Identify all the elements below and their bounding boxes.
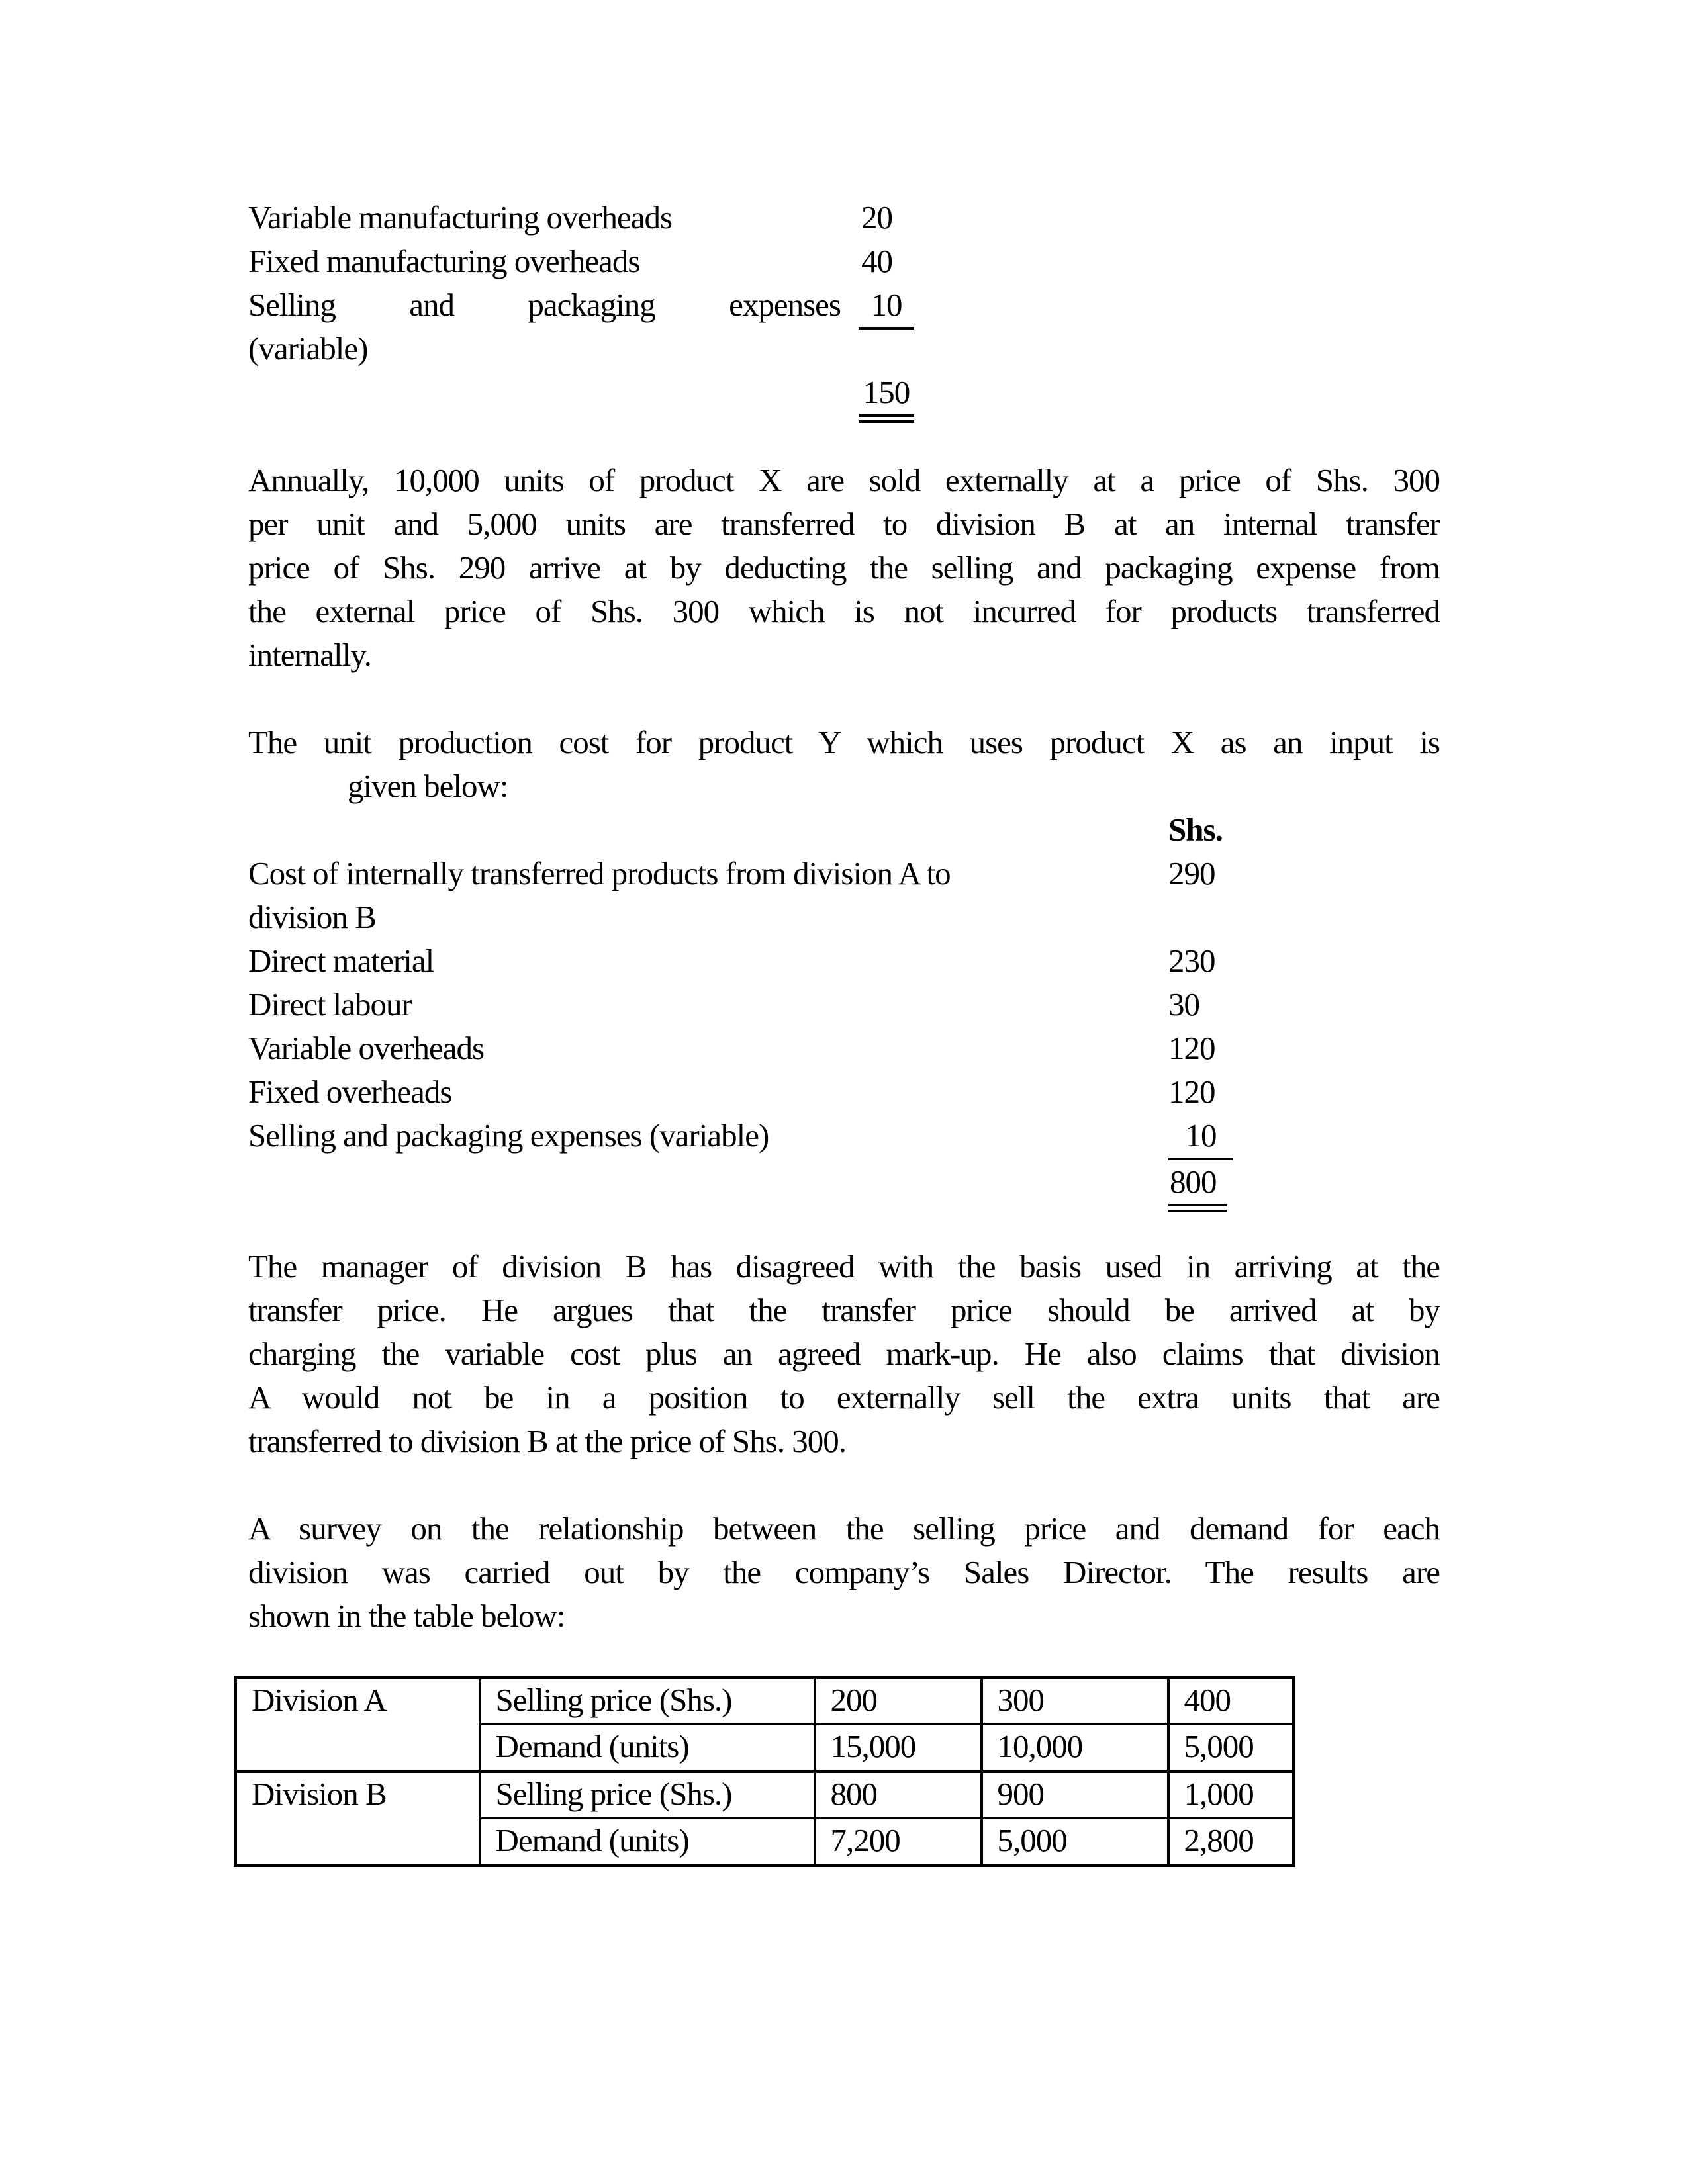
cost-list-product-y: [248, 808, 1440, 1212]
expense-label: Variable overheads: [248, 1030, 485, 1066]
total-value: 800: [1168, 1160, 1227, 1212]
expense-value-underlined: 10: [1168, 1114, 1233, 1160]
paragraph-line: internally.: [248, 637, 371, 673]
expense-row: [248, 1114, 1440, 1160]
paragraph-line: A survey on the relationship between the selling price and demand for each: [248, 1510, 1440, 1547]
expense-value: 230: [1168, 942, 1215, 979]
metric-cell: Demand (units): [480, 1725, 815, 1772]
table-row: [236, 1678, 1294, 1725]
expense-value: 290: [1168, 855, 1215, 891]
paragraph-line: shown in the table below:: [248, 1598, 565, 1634]
value-cell: 400: [1168, 1678, 1294, 1725]
expense-label: Fixed manufacturing overheads: [248, 243, 640, 279]
expense-row: [248, 939, 1440, 983]
paragraph-survey: [248, 1507, 1440, 1638]
survey-table: [234, 1676, 1295, 1867]
currency-header-row: [248, 808, 1440, 852]
paragraph-manager: [248, 1245, 1440, 1463]
expense-label: Direct labour: [248, 986, 412, 1023]
division-cell: Division B: [236, 1772, 480, 1866]
paragraph-line: A would not be in a position to externally sell the extra units that are: [248, 1379, 1440, 1416]
expense-label: Direct material: [248, 942, 434, 979]
table-row: [236, 1772, 1294, 1819]
survey-table-container: [234, 1676, 1295, 1867]
paragraph-line: the external price of Shs. 300 which is not incurred for products transferred: [248, 593, 1440, 629]
expense-label: Selling and packaging expenses (variable): [248, 1117, 769, 1154]
paragraph-line: transferred to division B at the price of Shs. 300.: [248, 1423, 846, 1459]
value-cell: 300: [982, 1678, 1168, 1725]
expense-row: [248, 852, 1440, 939]
expense-value: 30: [1168, 986, 1199, 1023]
expense-label: Variable manufacturing overheads: [248, 199, 673, 236]
expense-label: Cost of internally transferred products from division A to division B: [248, 855, 951, 935]
paragraph-unit-cost: [248, 721, 1440, 808]
expense-value: 40: [861, 243, 892, 279]
metric-cell: Demand (units): [480, 1819, 815, 1866]
cost-list-product-x: [248, 196, 1440, 423]
value-cell: 15,000: [815, 1725, 982, 1772]
paragraph-line: given below:: [348, 768, 508, 804]
expense-value: 120: [1168, 1073, 1215, 1110]
value-cell: 7,200: [815, 1819, 982, 1866]
expense-value-underlined: 10: [859, 283, 914, 330]
expense-row: [248, 1026, 1440, 1070]
expense-row: [248, 1070, 1440, 1114]
paragraph-line: division was carried out by the company’s Sales Director. The results are: [248, 1554, 1440, 1590]
value-cell: 2,800: [1168, 1819, 1294, 1866]
expense-label: Fixed overheads: [248, 1073, 452, 1110]
paragraph-line: The unit production cost for product Y which uses product X as an input is: [248, 724, 1440, 760]
value-cell: 1,000: [1168, 1772, 1294, 1819]
expense-row: [248, 240, 1440, 283]
paragraph-line: per unit and 5,000 units are transferred to division B at an internal transfer: [248, 506, 1440, 542]
value-cell: 800: [815, 1772, 982, 1819]
value-cell: 10,000: [982, 1725, 1168, 1772]
paragraph-line: price of Shs. 290 arrive at by deducting the selling and packaging expense from: [248, 549, 1440, 586]
expense-row: [248, 196, 1440, 240]
expense-value: 20: [861, 199, 892, 236]
paragraph-line: The manager of division B has disagreed with the basis used in arriving at the: [248, 1248, 1440, 1285]
expense-value: 120: [1168, 1030, 1215, 1066]
value-cell: 5,000: [982, 1819, 1168, 1866]
value-cell: 900: [982, 1772, 1168, 1819]
value-cell: 200: [815, 1678, 982, 1725]
expense-row: [248, 283, 1440, 371]
metric-cell: Selling price (Shs.): [480, 1772, 815, 1819]
paragraph-line: transfer price. He argues that the transfer price should be arrived at by: [248, 1292, 1440, 1328]
total-row: [248, 371, 1440, 423]
paragraph-line: charging the variable cost plus an agreed mark-up. He also claims that division: [248, 1336, 1440, 1372]
value-cell: 5,000: [1168, 1725, 1294, 1772]
paragraph-annually: [248, 459, 1440, 677]
metric-cell: Selling price (Shs.): [480, 1678, 815, 1725]
total-value: 150: [859, 371, 914, 423]
paragraph-line: Annually, 10,000 units of product X are sold externally at a price of Shs. 300: [248, 462, 1440, 498]
total-row: [248, 1160, 1440, 1212]
currency-header: Shs.: [1168, 811, 1223, 848]
expense-label: Selling and packaging expenses (variable): [248, 287, 841, 367]
expense-row: [248, 983, 1440, 1026]
division-cell: Division A: [236, 1678, 480, 1772]
